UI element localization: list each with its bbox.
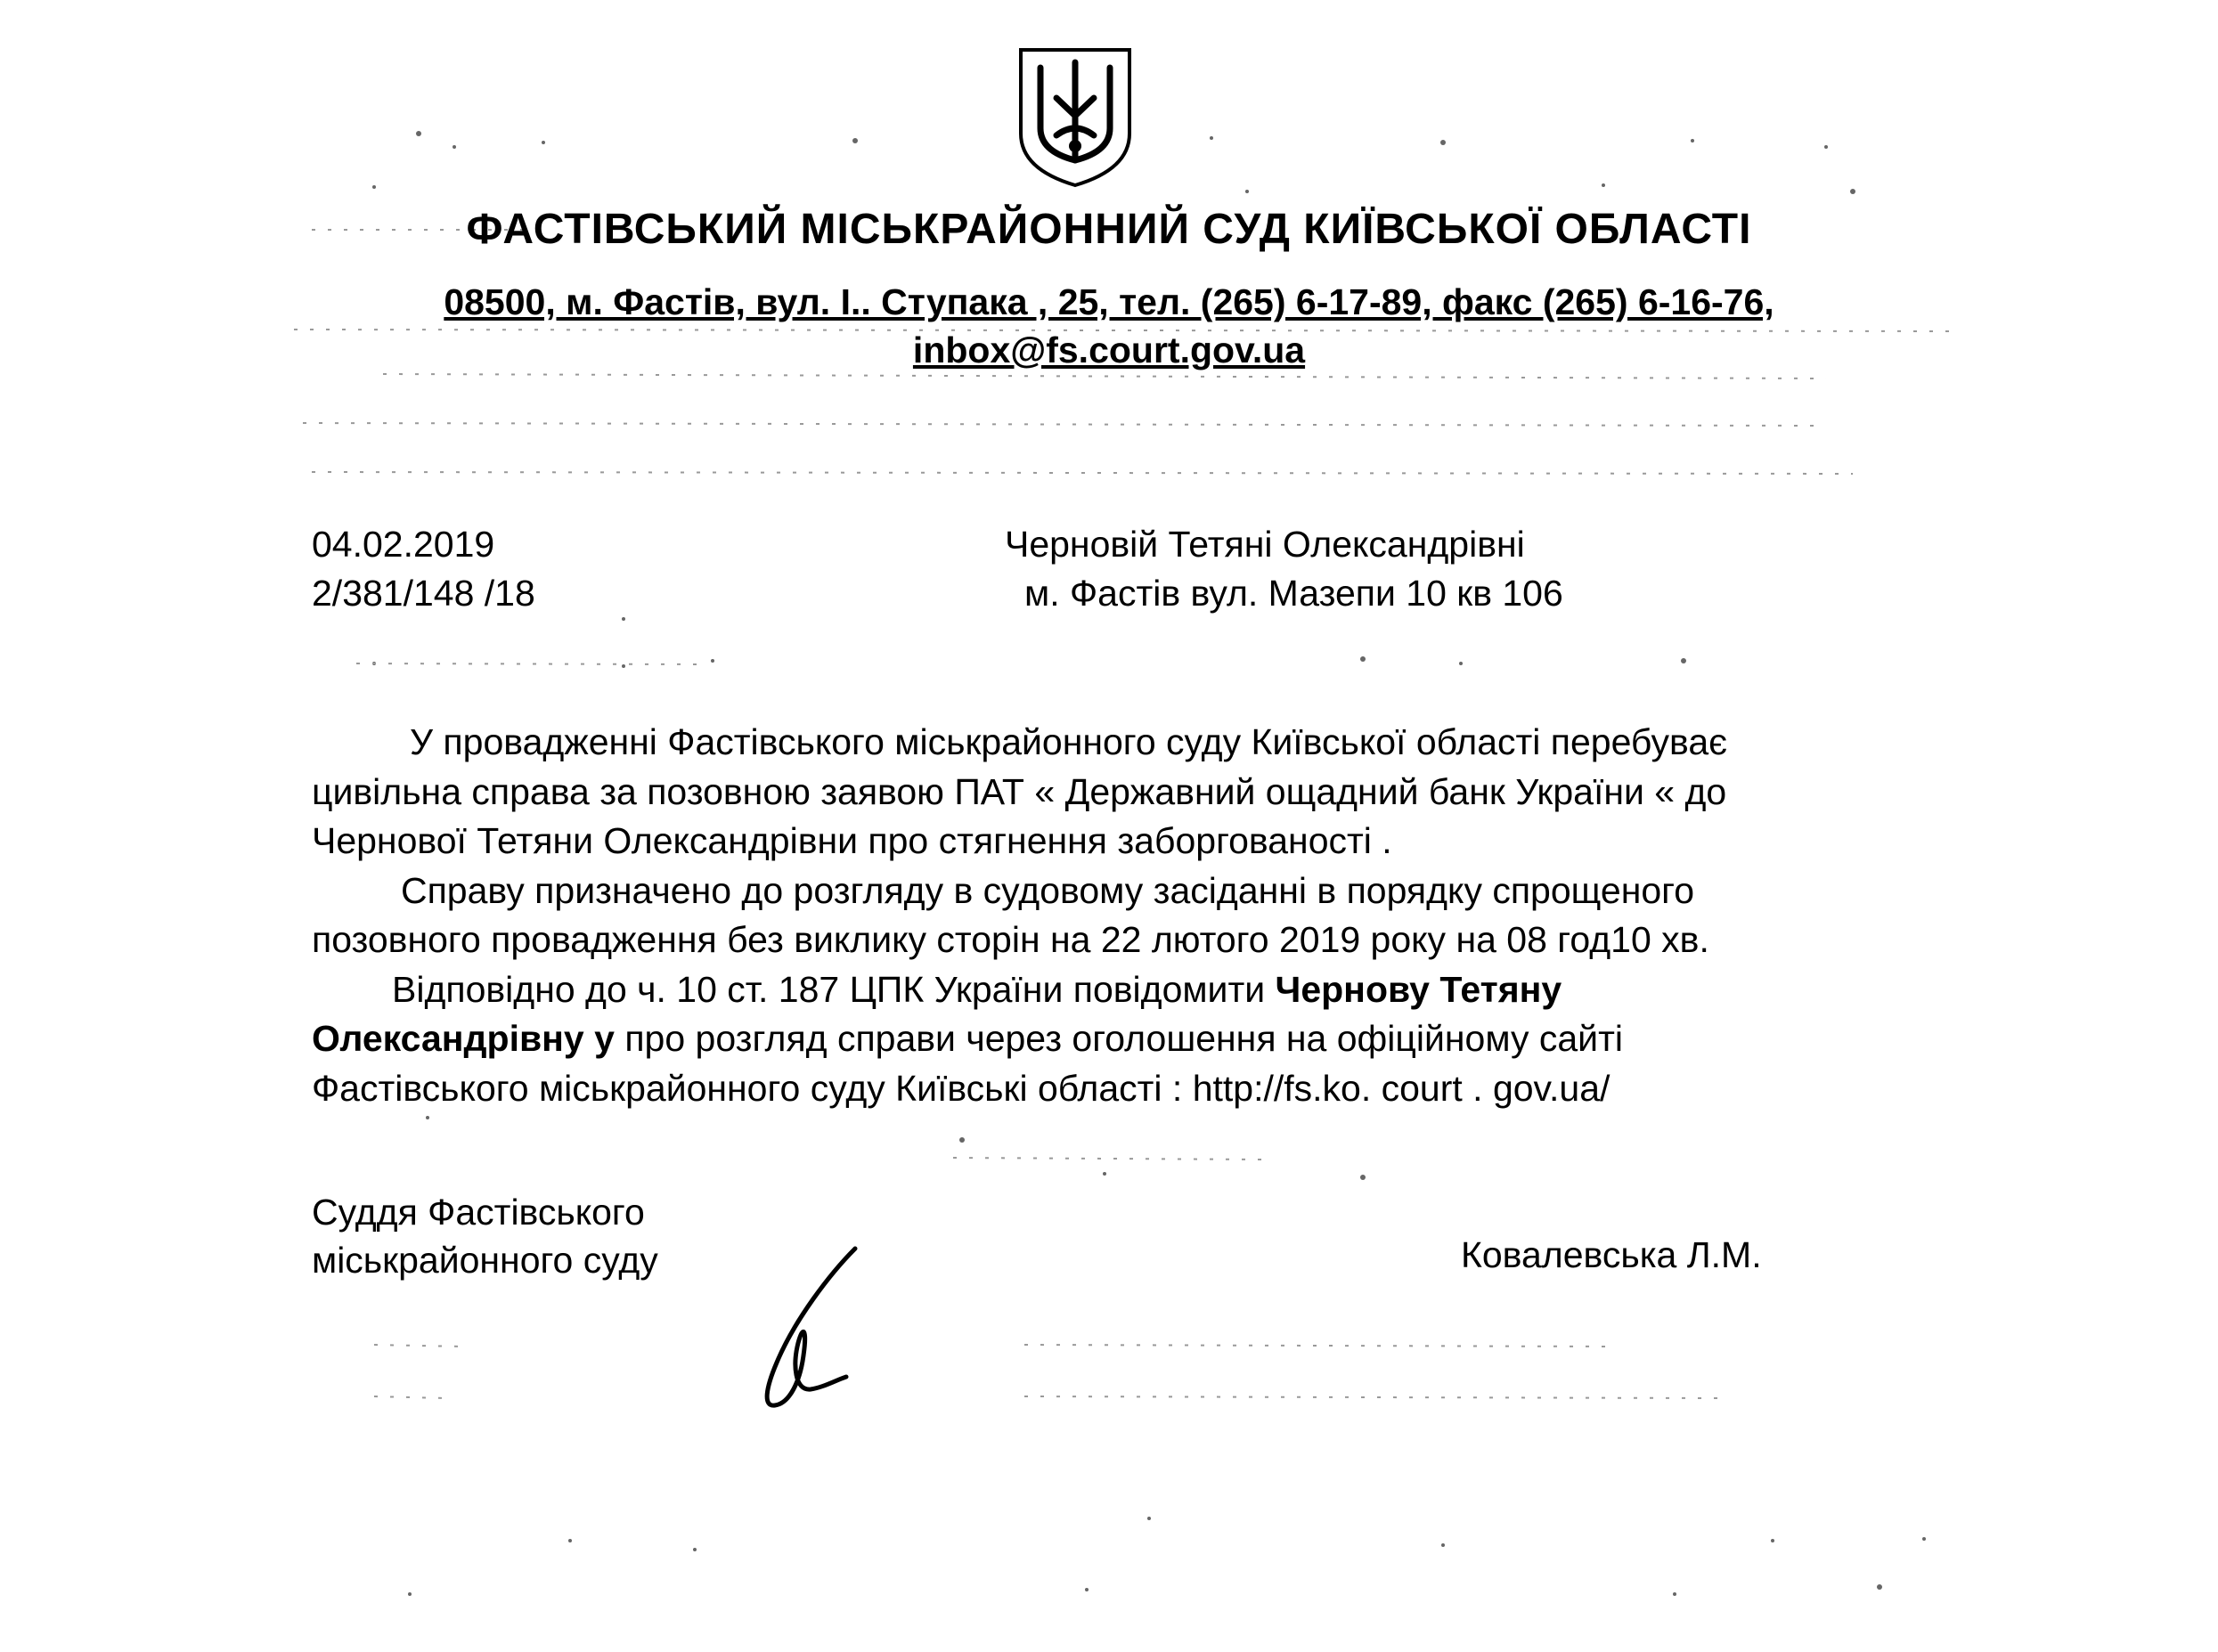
notice-body	[312, 718, 2004, 1113]
document-meta	[312, 520, 535, 618]
body-text-span: про розгляд справи через оголошення на офіційному сайті	[614, 1018, 1623, 1059]
recipient-block	[1005, 520, 1563, 618]
judge-title	[312, 1188, 658, 1284]
recipient-address: м. Фастів вул. Мазепи 10 кв 106	[1024, 573, 1563, 614]
handwritten-signature-icon	[730, 1238, 891, 1416]
court-name-heading: ФАСТІВСЬКИЙ МІСЬКРАЙОННИЙ СУД КИЇВСЬКОЇ ОБЛАСТІ	[466, 206, 1752, 253]
court-address: 08500, м. Фастів, вул. І.. Ступака , 25, тел. (265) 6-17-89, факс (265) 6-16-76,	[444, 281, 1774, 322]
case-number: 2/381/148 /18	[312, 573, 535, 614]
recipient-name: Черновій Тетяні Олександрівні	[1005, 524, 1525, 565]
body-line: Справу призначено до розгляду в судовому засіданні в порядку спрощеного	[401, 869, 1695, 911]
judge-title-line: Суддя Фастівського	[312, 1192, 645, 1233]
body-line	[312, 1014, 2004, 1064]
court-email-link[interactable]: inbox@fs.court.gov.ua	[912, 330, 1306, 370]
body-line: Чернової Тетяни Олександрівни про стягнення заборгованості .	[312, 820, 1392, 861]
body-text-span: Відповідно до ч. 10 ст. 187 ЦПК України повідомити	[392, 968, 1276, 1010]
defendant-name-bold: Чернову Тетяну	[1275, 968, 1562, 1010]
body-line: Фастівського міськрайонного суду Київські області : http://fs.ko. court . gov.ua/	[312, 1067, 1610, 1109]
defendant-name-bold: Олександрівну у	[312, 1018, 615, 1059]
judge-title-line: міськрайонного суду	[312, 1240, 658, 1281]
body-line: цивільна справа за позовною заявою ПАТ « Державний ощадний банк України « до	[312, 770, 1727, 812]
body-line: позовного провадження без виклику сторін на 22 лютого 2019 року на 08 год10 хв.	[312, 919, 1709, 960]
judge-name: Ковалевська Л.М.	[1461, 1234, 1762, 1275]
document-date: 04.02.2019	[312, 524, 495, 565]
tryzub-coat-of-arms-icon	[1014, 46, 1137, 189]
body-line	[312, 965, 2004, 1015]
body-line: У провадженні Фастівського міськрайонного суду Київської області перебуває	[410, 721, 1728, 762]
